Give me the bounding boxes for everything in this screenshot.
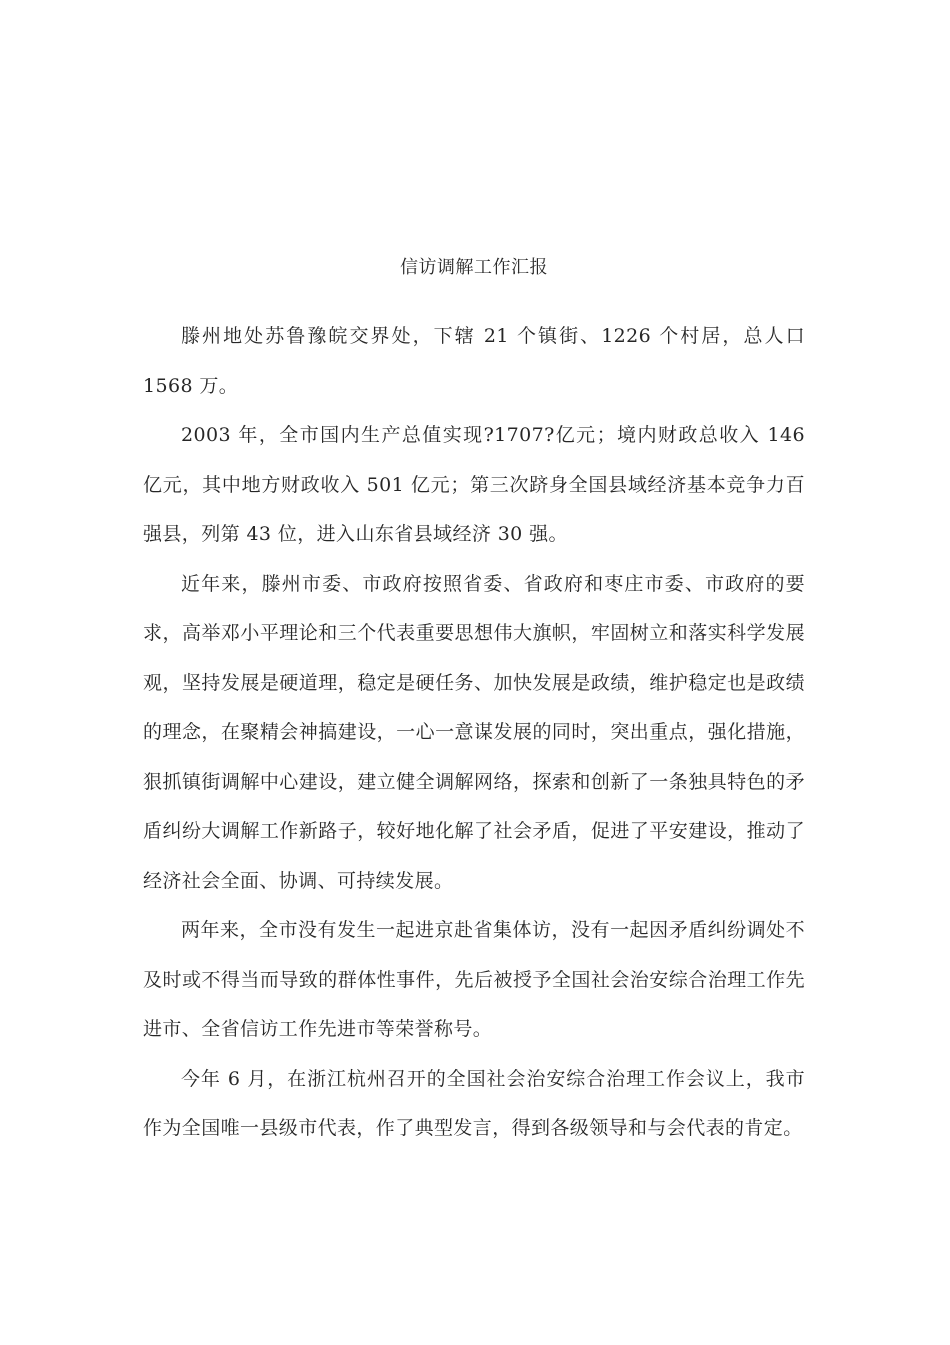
paragraph-economy: 2003 年，全市国内生产总值实现?1707?亿元；境内财政总收入 146 亿元，其中地方财政收入 501 亿元；第三次跻身全国县域经济基本竞争力百强县，列第 43 位，进入山东省县域经济 30 强。	[143, 424, 805, 545]
paragraph-achievements: 两年来，全市没有发生一起进京赴省集体访，没有一起因矛盾纠纷调处不及时或不得当而导致的群体性事件，先后被授予全国社会治安综合治理工作先进市、全省信访工作先进市等荣誉称号。	[143, 919, 805, 1040]
paragraph-mediation-work: 近年来，滕州市委、市政府按照省委、省政府和枣庄市委、市政府的要求，高举邓小平理论和三个代表重要思想伟大旗帜，牢固树立和落实科学发展观，坚持发展是硬道理，稳定是硬任务、加快发展是政绩，维护稳定也是政绩的理念，在聚精会神搞建设，一心一意谋发展的同时，突出重点，强化措施，狠抓镇街调解中心建设，建立健全调解网络，探索和创新了一条独具特色的矛盾纠纷大调解工作新路子，较好地化解了社会矛盾，促进了平安建设，推动了经济社会全面、协调、可持续发展。	[143, 572, 805, 892]
paragraph-overview: 滕州地处苏鲁豫皖交界处，下辖 21 个镇街、1226 个村居，总人口 1568 万。	[143, 325, 805, 397]
document-title: 信访调解工作汇报	[400, 257, 548, 278]
document-page	[143, 250, 805, 1154]
paragraph-recognition: 今年 6 月，在浙江杭州召开的全国社会治安综合治理工作会议上，我市作为全国唯一县级市代表，作了典型发言，得到各级领导和与会代表的肯定。	[143, 1067, 805, 1139]
